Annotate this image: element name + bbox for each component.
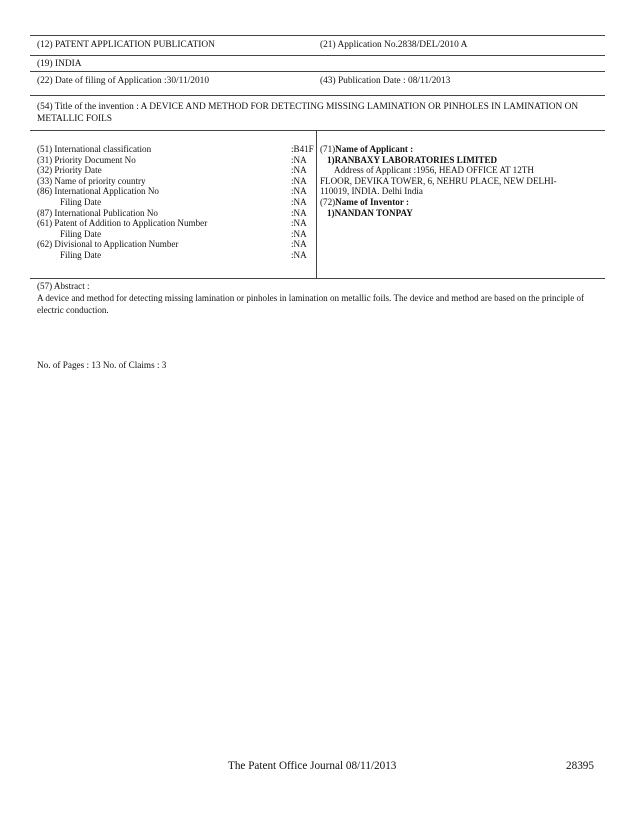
field-label: Filing Date — [60, 249, 102, 260]
biblio-row — [37, 155, 317, 166]
field-label: (32) Priority Date — [37, 165, 102, 176]
field-label: Filing Date — [60, 228, 102, 239]
biblio-row — [37, 239, 317, 250]
field-label: (86) International Application No — [37, 186, 159, 197]
field-label: Filing Date — [60, 196, 102, 207]
rule — [30, 95, 605, 96]
biblio-row — [37, 186, 317, 197]
biblio-row — [37, 250, 317, 261]
field-value: :NA — [291, 228, 307, 239]
field-label: (61) Patent of Addition to Application Number — [37, 218, 208, 229]
field-label: (51) International classification — [37, 144, 152, 154]
field-value: :NA — [291, 175, 307, 186]
column-divider — [316, 130, 317, 278]
inventor-name: 1)NANDAN TONPAY — [327, 207, 413, 218]
rule — [30, 55, 605, 56]
publication-type: (12) PATENT APPLICATION PUBLICATION — [37, 40, 215, 50]
inventor-heading: Name of Inventor : — [335, 196, 409, 207]
biblio-row — [37, 144, 317, 155]
field-label: (62) Divisional to Application Number — [37, 239, 179, 250]
applicant-block — [320, 144, 605, 218]
rule — [30, 278, 605, 279]
field-value: :NA — [291, 239, 307, 250]
journal-footer: The Patent Office Journal 08/11/2013 — [228, 760, 397, 772]
biblio-row — [37, 197, 317, 208]
field-label: (87) International Publication No — [37, 207, 158, 218]
invention-title: (54) Title of the invention : A DEVICE AND METHOD FOR DETECTING MISSING LAMINATION OR PINHOLES IN LAMINATION ON METALLIC FOILS — [37, 102, 579, 124]
biblio-row — [37, 208, 317, 219]
abstract-label: (57) Abstract : — [37, 281, 90, 291]
applicant-code: (71) — [320, 144, 336, 154]
filing-date: (22) Date of filing of Application :30/11/2010 — [37, 76, 210, 86]
abstract-text: A device and method for detecting missing lamination or pinholes in lamination on metallic foils. The device and method are based on the principle of electric conduction. — [37, 292, 585, 315]
field-value: :B41F — [291, 144, 314, 154]
field-value: :NA — [291, 249, 307, 260]
publication-date: (43) Publication Date : 08/11/2013 — [320, 76, 451, 86]
rule — [30, 130, 605, 131]
field-label: (31) Priority Document No — [37, 154, 136, 165]
applicant-address-line: Address of Applicant :1956, HEAD OFFICE AT 12TH — [334, 165, 534, 176]
field-value: :NA — [291, 207, 307, 218]
country: (19) INDIA — [37, 59, 82, 69]
abstract-section — [37, 281, 602, 316]
top-rule — [30, 35, 605, 36]
pages-and-claims: No. of Pages : 13 No. of Claims : 3 — [37, 360, 167, 370]
rule — [30, 71, 605, 72]
application-number: (21) Application No.2838/DEL/2010 A — [320, 40, 468, 50]
biblio-row — [37, 229, 317, 240]
field-value: :NA — [291, 218, 307, 229]
applicant-address-line: 110019, INDIA. Delhi India — [320, 186, 423, 197]
applicant-heading: Name of Applicant : — [335, 144, 414, 154]
field-value: :NA — [291, 154, 307, 165]
bibliographic-fields — [37, 144, 317, 261]
field-value: :NA — [291, 186, 307, 197]
applicant-name: 1)RANBAXY LABORATORIES LIMITED — [327, 154, 498, 165]
page-number: 28395 — [566, 760, 594, 772]
biblio-row — [37, 218, 317, 229]
field-value: :NA — [291, 196, 307, 207]
biblio-row — [37, 176, 317, 187]
applicant-address-line: FLOOR, DEVIKA TOWER, 6, NEHRU PLACE, NEW DELHI- — [320, 175, 557, 186]
field-label: (33) Name of priority country — [37, 175, 146, 186]
inventor-code: (72) — [320, 196, 336, 207]
field-value: :NA — [291, 165, 307, 176]
biblio-row — [37, 165, 317, 176]
